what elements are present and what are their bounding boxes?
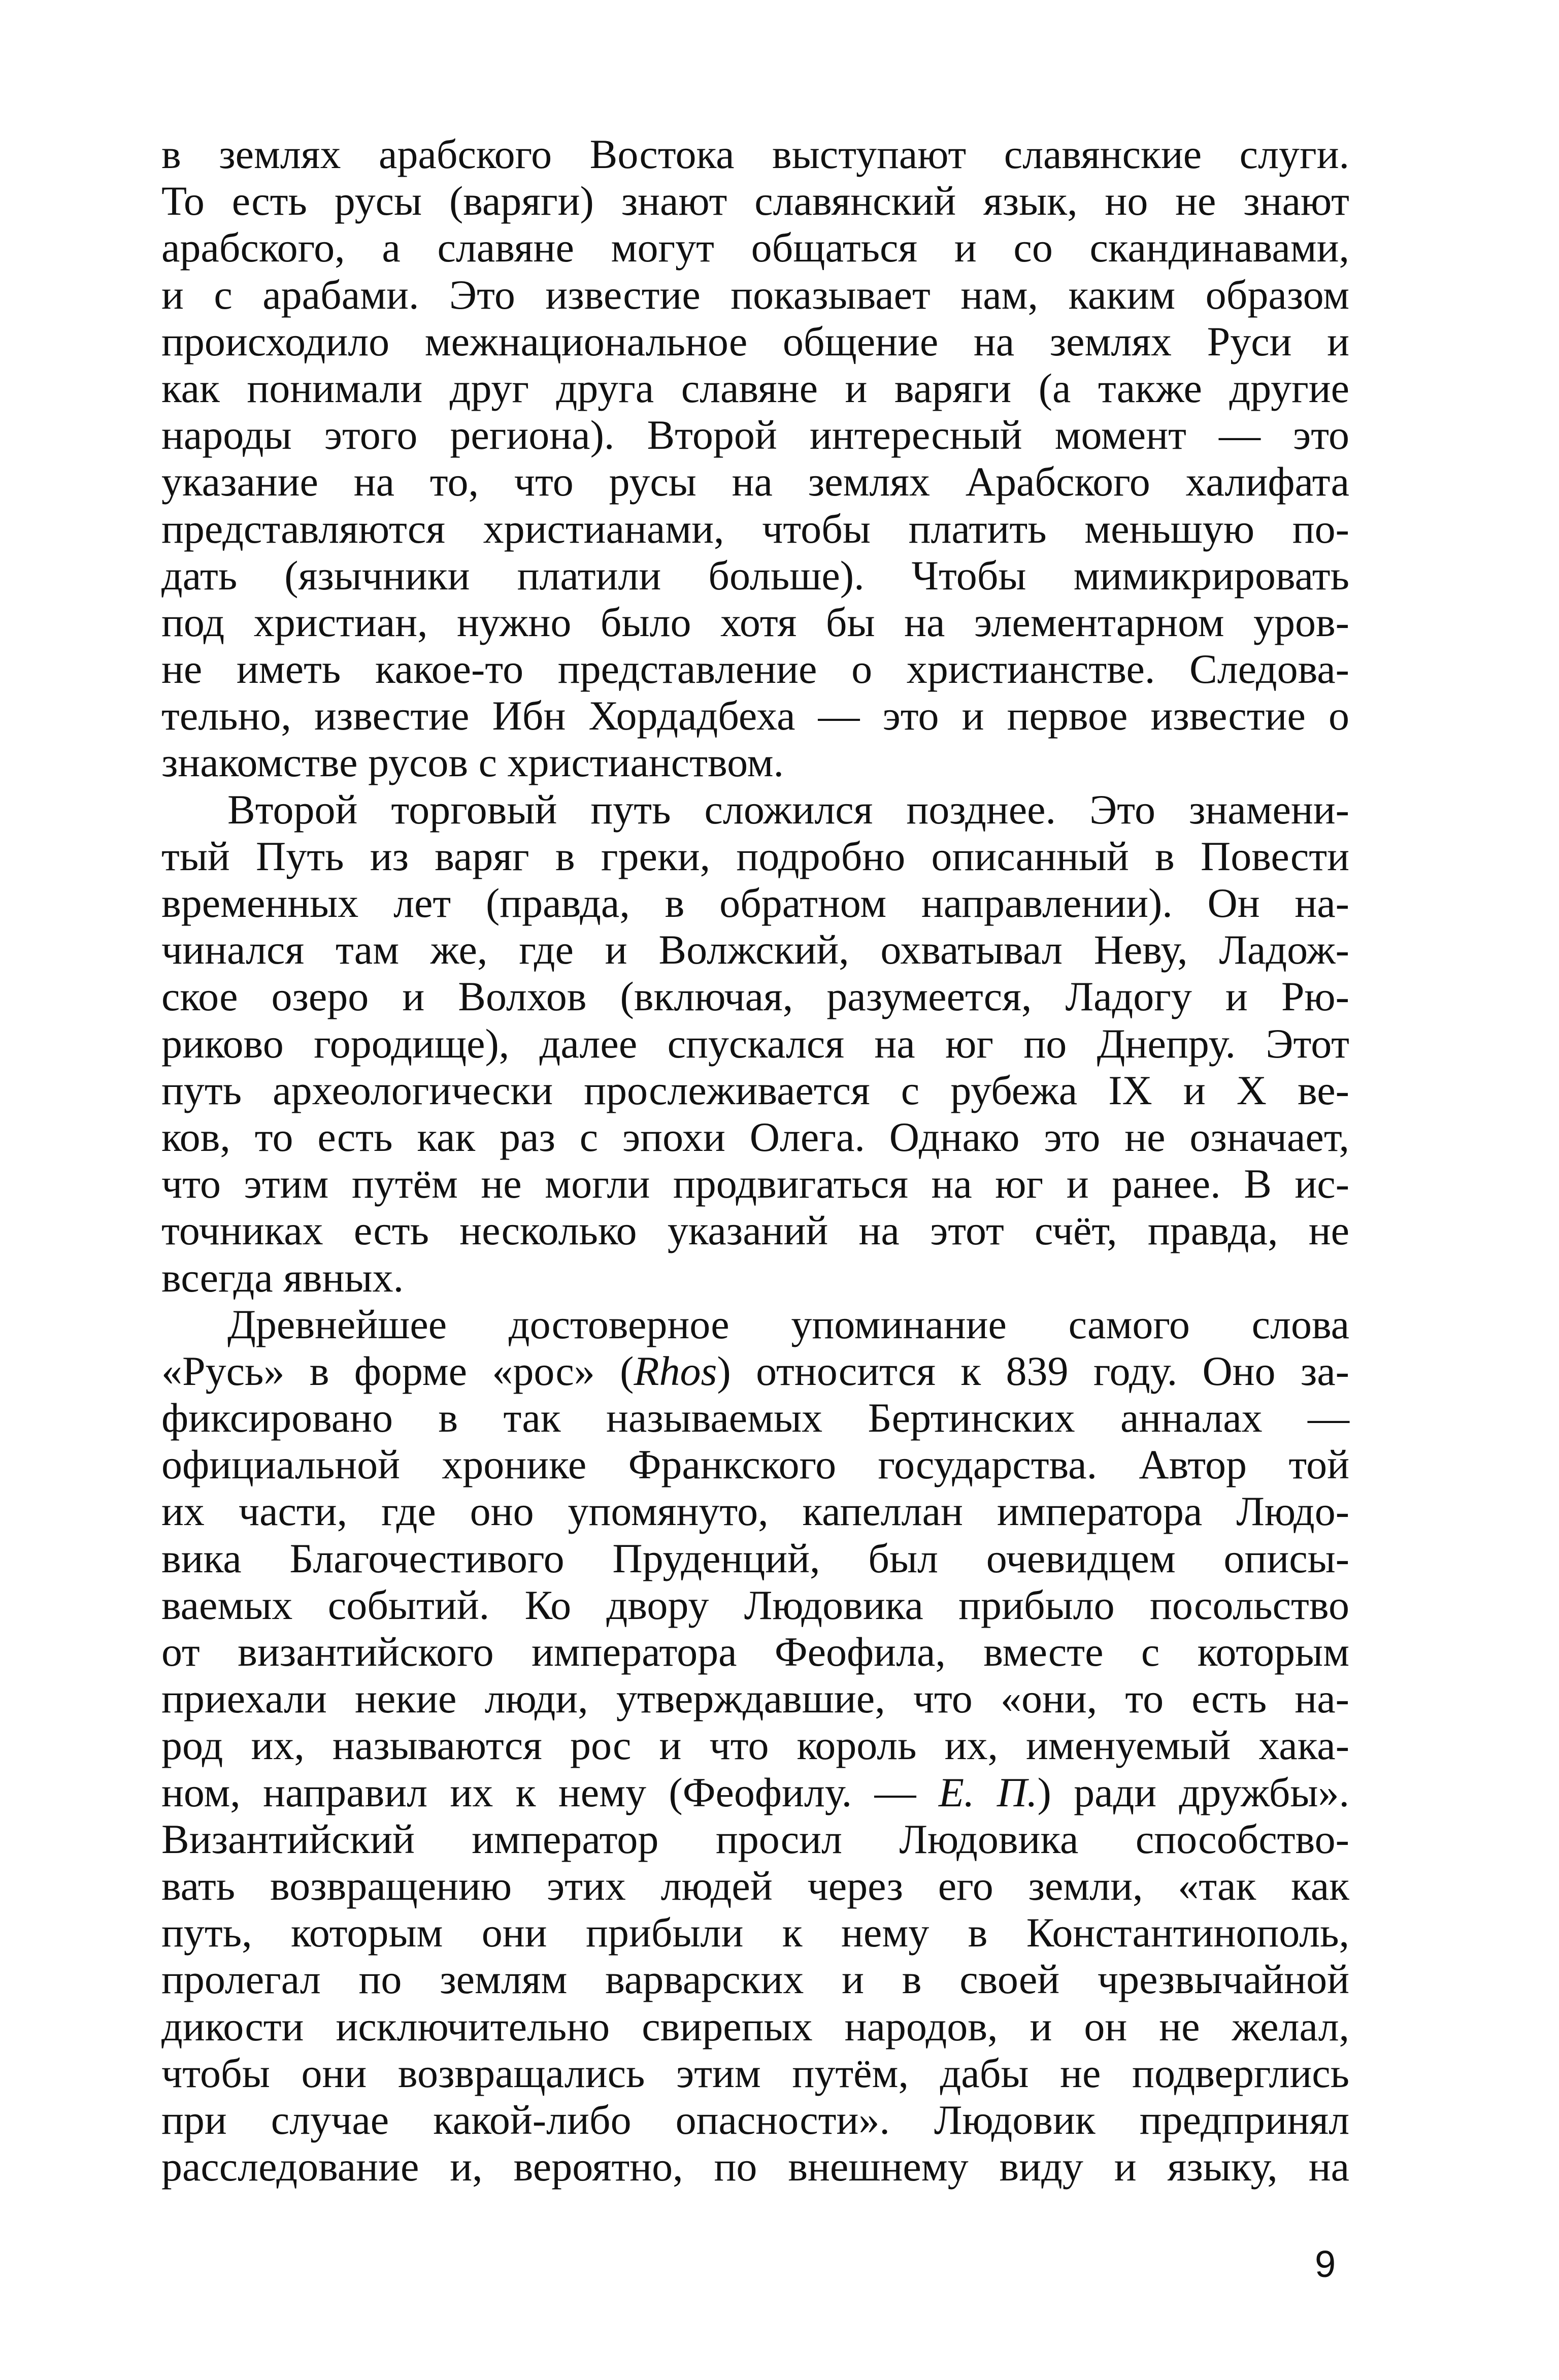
text-line: То есть русы (варяги) знают славянский язык, но не знают [161, 178, 1349, 224]
text-line: указание на то, что русы на землях Арабского халифата [161, 458, 1349, 505]
text-line: происходило межнациональное общение на землях Руси и [161, 318, 1349, 365]
text-line: вика Благочестивого Пруденций, был очевидцем описы- [161, 1535, 1349, 1581]
text-line: представляются христианами, чтобы платить меньшую по- [161, 505, 1349, 552]
text-line: Византийский император просил Людовика способство- [161, 1815, 1349, 1862]
text-line: всегда явных. [161, 1254, 404, 1301]
text-line: что этим путём не могли продвигаться на юг и ранее. В ис- [161, 1161, 1349, 1207]
text-line: арабского, а славяне могут общаться и со скандинавами, [161, 224, 1349, 271]
text-line: путь археологически прослеживается с рубежа IX и X ве- [161, 1067, 1349, 1113]
text-line: дикости исключительно свирепых народов, и он не желал, [161, 2003, 1349, 2050]
text-line: Второй торговый путь сложился позднее. Это знамени- [227, 786, 1349, 833]
text-line: ское озеро и Волхов (включая, разумеется, Ладогу и Рю- [161, 973, 1349, 1020]
text-line: ваемых событий. Ко двору Людовика прибыло посольство [161, 1581, 1349, 1628]
text-line: под христиан, нужно было хотя бы на элементарном уров- [161, 599, 1349, 645]
body-text [161, 131, 1349, 2190]
text-line: тый Путь из варяг в греки, подробно описанный в Повести [161, 833, 1349, 879]
text-line: от византийского императора Феофила, вместе с которым [161, 1629, 1349, 1675]
text-line: «Русь» в форме «рос» (Rhos) относится к 839 году. Оно за- [161, 1347, 1349, 1394]
text-line: временных лет (правда, в обратном направлении). Он на- [161, 880, 1349, 926]
text-line: риково городище), далее спускался на юг по Днепру. Этот [161, 1020, 1349, 1067]
text-line: фиксировано в так называемых Бертинских анналах — [161, 1395, 1349, 1441]
text-line: как понимали друг друга славяне и варяги (а также другие [161, 365, 1349, 411]
text-line: знакомстве русов с христианством. [161, 739, 784, 786]
text-line: Древнейшее достоверное упоминание самого слова [227, 1301, 1349, 1347]
page-number: 9 [1315, 2243, 1336, 2285]
text-line: не иметь какое-то представление о христианстве. Следова- [161, 646, 1349, 692]
text-line: тельно, известие Ибн Хордадбеха — это и первое известие о [161, 692, 1349, 739]
text-line: и с арабами. Это известие показывает нам, каким образом [161, 271, 1349, 318]
text-line: их части, где оно упомянуто, капеллан императора Людо- [161, 1488, 1349, 1535]
text-line: в землях арабского Востока выступают славянские слуги. [161, 131, 1349, 177]
text-line: приехали некие люди, утверждавшие, что «они, то есть на- [161, 1675, 1349, 1722]
text-line: пролегал по землям варварских и в своей чрезвычайной [161, 1956, 1349, 2003]
text-line: ном, направил их к нему (Феофилу. — Е. П.) ради дружбы». [161, 1769, 1349, 1815]
text-line: при случае какой-либо опасности». Людовик предпринял [161, 2096, 1349, 2143]
text-line: ков, то есть как раз с эпохи Олега. Однако это не означает, [161, 1113, 1349, 1160]
text-line: народы этого региона). Второй интересный момент — это [161, 412, 1349, 458]
text-line: вать возвращению этих людей через его земли, «так как [161, 1862, 1349, 1909]
text-line: точниках есть несколько указаний на этот счёт, правда, не [161, 1207, 1349, 1254]
text-line: расследование и, вероятно, по внешнему виду и языку, на [161, 2143, 1349, 2190]
text-line: род их, называются рос и что король их, именуемый хака- [161, 1722, 1349, 1769]
text-line: официальной хронике Франкского государства. Автор той [161, 1441, 1349, 1488]
text-line: чтобы они возвращались этим путём, дабы не подверглись [161, 2050, 1349, 2096]
text-line: дать (язычники платили больше). Чтобы мимикрировать [161, 552, 1349, 599]
text-line: путь, которым они прибыли к нему в Константинополь, [161, 1909, 1349, 1956]
text-line: чинался там же, где и Волжский, охватывал Неву, Ладож- [161, 927, 1349, 973]
